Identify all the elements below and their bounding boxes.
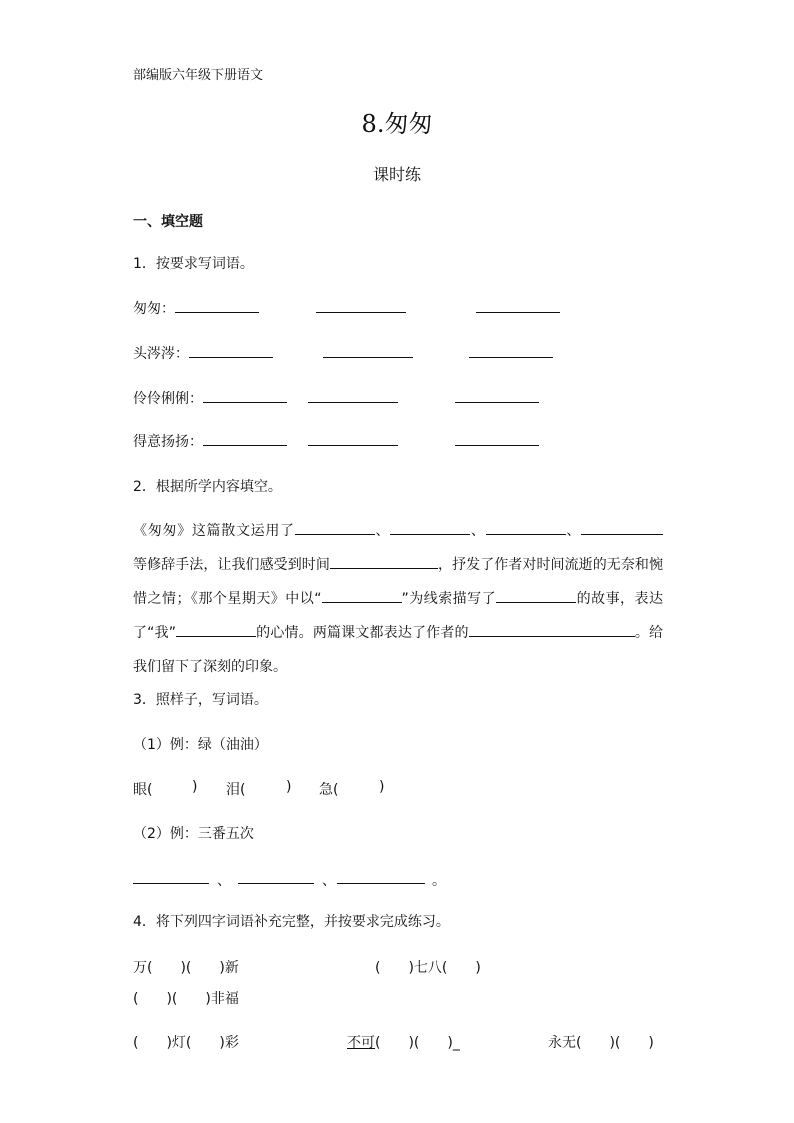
- answer-blank[interactable]: [455, 431, 539, 446]
- answer-blank[interactable]: [175, 298, 259, 313]
- answer-blank[interactable]: [176, 622, 256, 637]
- q2-separator: 、: [565, 523, 582, 539]
- answer-blank[interactable]: [244, 779, 284, 793]
- answer-blank[interactable]: [238, 869, 314, 884]
- q3-item-close: ): [192, 779, 198, 795]
- answer-blank[interactable]: [151, 779, 191, 793]
- answer-blank[interactable]: [133, 869, 209, 884]
- q3-prompt: 3．照样子，写词语。: [133, 692, 268, 708]
- answer-blank[interactable]: [469, 343, 553, 358]
- answer-blank[interactable]: [496, 588, 576, 603]
- q4-idiom: 永无( )( ): [548, 1035, 654, 1051]
- q1-row-3: [133, 388, 287, 408]
- q2-text: ，抒发了作者对时间流逝的无奈和惋惜之情；《那个星期天》中以“: [133, 557, 664, 607]
- q1-row-4: [133, 431, 287, 451]
- answer-blank[interactable]: [295, 520, 375, 535]
- q4-idiom: ( )( )非福: [133, 991, 239, 1007]
- q3-item-close: ): [379, 779, 385, 795]
- q3-separator: 、: [322, 873, 336, 889]
- q2-text: 。给我们留下了深刻的印象。: [133, 625, 664, 675]
- q4-idiom-rest: ( )( )_: [375, 1035, 460, 1051]
- answer-blank[interactable]: [308, 388, 398, 403]
- q3-example-2: （2）例：三番五次: [133, 826, 254, 842]
- q1-row-label: 匆匆：: [133, 301, 175, 317]
- q1-row-2: [133, 343, 273, 363]
- q1-row-label: 得意扬扬：: [133, 434, 203, 450]
- q3-example-1: （1）例：绿（油油）: [133, 737, 268, 753]
- q2-separator: 、: [470, 523, 486, 539]
- q2-text: 的故事，表达了“我”: [133, 591, 664, 641]
- answer-blank[interactable]: [455, 388, 539, 403]
- q2-separator: 、: [374, 523, 391, 539]
- q3-item-label: 眼(: [133, 782, 153, 798]
- q4-idiom: ( )灯( )彩: [133, 1035, 239, 1051]
- q4-prompt: 4．将下列四字词语补充完整，并按要求完成练习。: [133, 914, 450, 930]
- q3-item-label: 泪(: [226, 782, 246, 798]
- q4-idiom: [347, 1032, 460, 1052]
- q1-row-1: [133, 298, 259, 318]
- answer-blank[interactable]: [308, 431, 398, 446]
- q1-row-label: 伶伶俐俐：: [133, 391, 203, 407]
- answer-blank[interactable]: [203, 431, 287, 446]
- q2-prompt: 2．根据所学内容填空。: [133, 479, 282, 495]
- answer-blank[interactable]: [486, 520, 566, 535]
- answer-blank[interactable]: [581, 520, 663, 535]
- q1-prompt: 1．按要求写词语。: [133, 256, 254, 272]
- answer-blank[interactable]: [469, 622, 635, 637]
- q3-end-mark: 。: [432, 873, 446, 889]
- document-header: 部编版六年级下册语文: [133, 68, 264, 83]
- answer-blank[interactable]: [476, 298, 560, 313]
- answer-blank[interactable]: [323, 343, 413, 358]
- q4-idiom-underlined: 不可: [347, 1035, 375, 1051]
- q2-text: 等修辞手法，让我们感受到时间: [133, 557, 330, 573]
- answer-blank[interactable]: [337, 869, 425, 884]
- lesson-subtitle: 课时练: [372, 165, 421, 184]
- answer-blank[interactable]: [337, 779, 377, 793]
- q3-separator: 、: [217, 873, 231, 889]
- answer-blank[interactable]: [203, 388, 287, 403]
- section-heading-fill-blank: 一、填空题: [133, 214, 203, 230]
- q4-idiom: 万( )( )新: [133, 960, 239, 976]
- q2-text: ”为线索描写了: [401, 591, 497, 607]
- lesson-title: 8.匆匆: [361, 110, 433, 138]
- answer-blank[interactable]: [322, 588, 402, 603]
- answer-blank[interactable]: [189, 343, 273, 358]
- q4-idiom: ( )七八( ): [375, 960, 481, 976]
- q2-text: 的心情。两篇课文都表达了作者的: [256, 625, 469, 641]
- q1-row-label: 头涔涔：: [133, 346, 189, 362]
- answer-blank[interactable]: [316, 298, 406, 313]
- q3-item-close: ): [286, 779, 292, 795]
- q3-item-label: 急(: [319, 782, 339, 798]
- q2-text: 《匆匆》这篇散文运用了: [133, 523, 295, 539]
- q2-paragraph: [133, 514, 663, 684]
- answer-blank[interactable]: [390, 520, 470, 535]
- answer-blank[interactable]: [330, 554, 438, 569]
